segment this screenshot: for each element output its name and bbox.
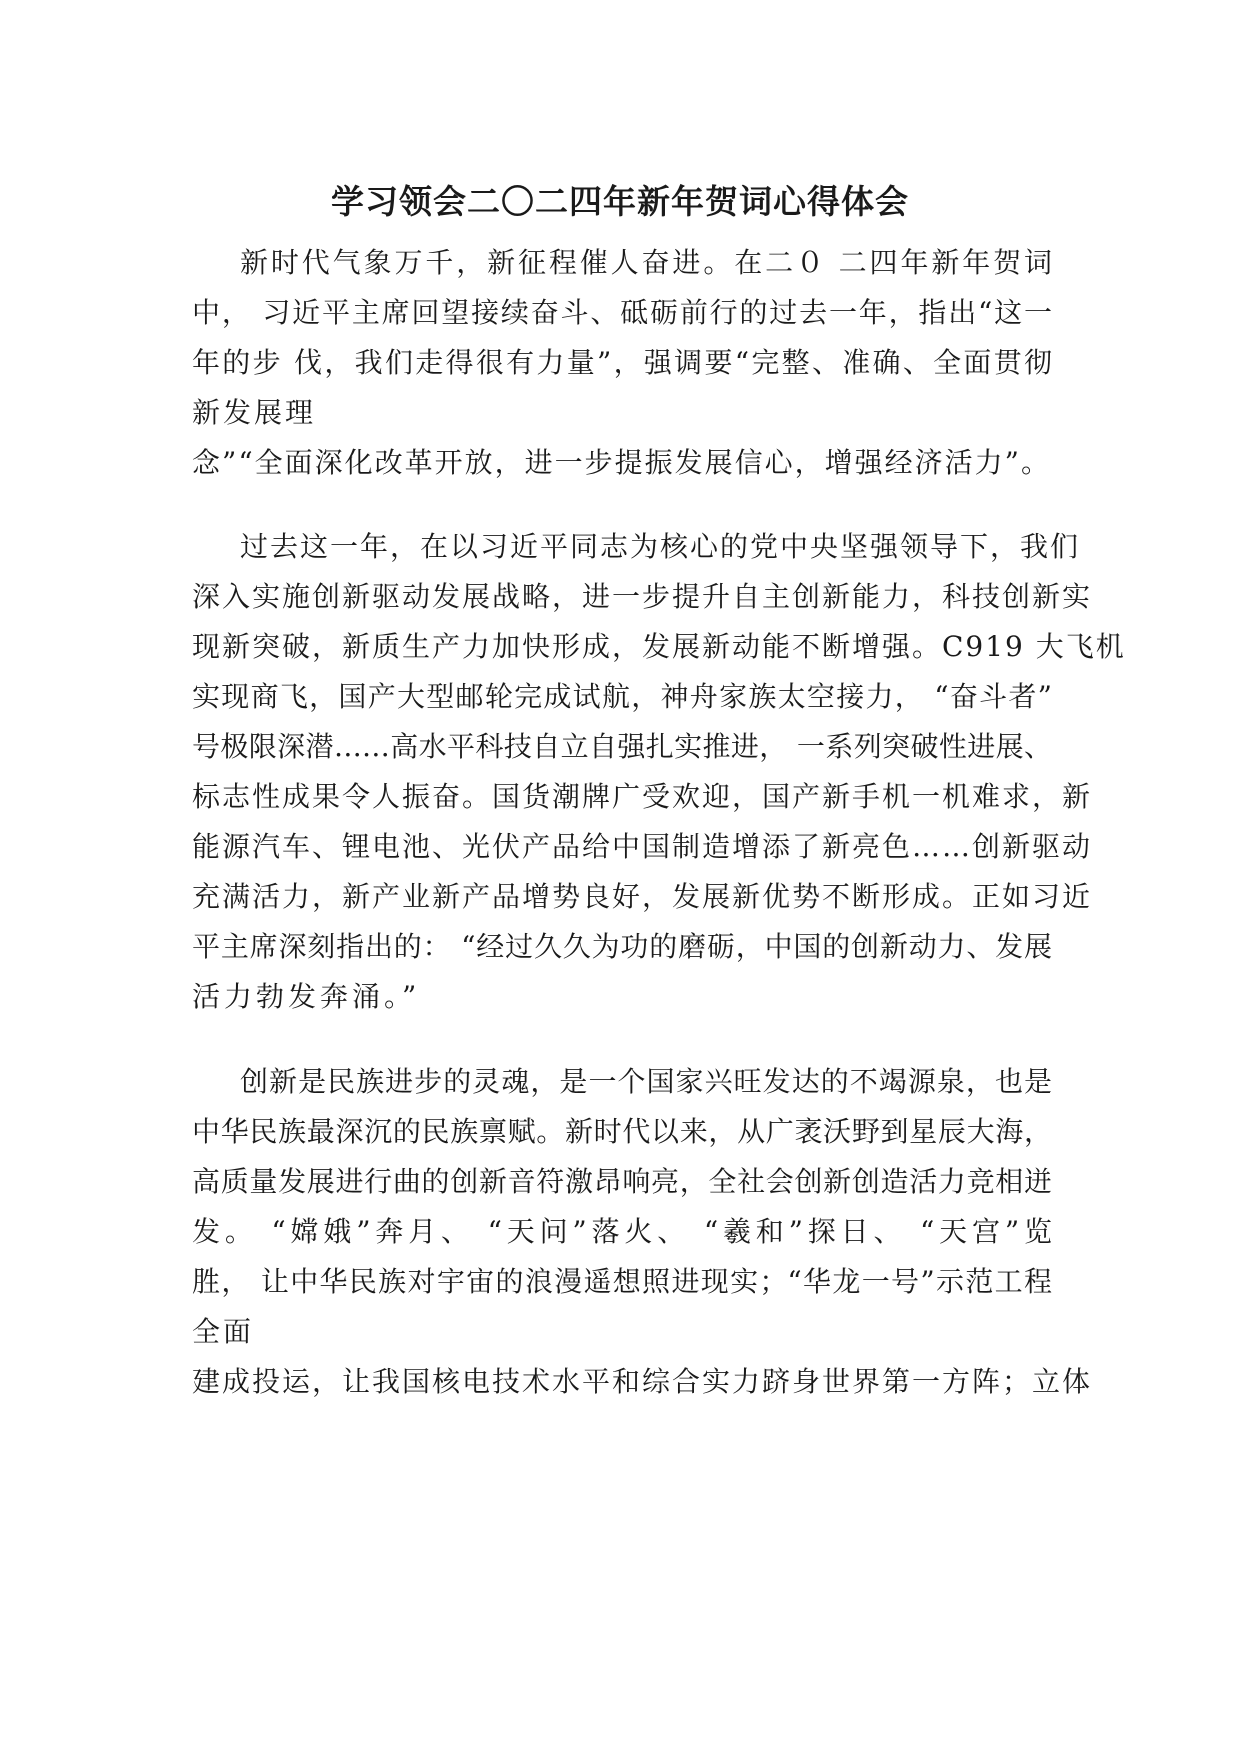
paragraph-3-line-1: 创新是民族进步的灵魂，是一个国家兴旺发达的不竭源泉，也是 xyxy=(240,1065,1052,1098)
paragraph-3-line-4: 发。 “嫦娥”奔月、 “天问”落火、 “羲和”探日、 “天宫”览 xyxy=(192,1215,1052,1248)
paragraph-2-line-7: 能源汽车、锂电池、光伏产品给中国制造增添了新亮色……创新驱动 xyxy=(192,830,1093,863)
paragraph-2-line-6: 标志性成果令人振奋。国货潮牌广受欢迎，国产新手机一机难求，新 xyxy=(192,780,1093,813)
paragraph-1-line-1: 新时代气象万千，新征程催人奋进。在二０ 二四年新年贺词 xyxy=(240,246,1052,279)
paragraph-2-line-8: 充满活力，新产业新产品增势良好，发展新优势不断形成。正如习近 xyxy=(192,880,1093,913)
paragraph-3-line-3: 高质量发展进行曲的创新音符激昂响亮，全社会创新创造活力竞相迸 xyxy=(192,1165,1052,1198)
paragraph-2-line-10: 活力勃发奔涌。” xyxy=(192,980,421,1013)
paragraph-2-line-9: 平主席深刻指出的： “经过久久为功的磨砺，中国的创新动力、发展 xyxy=(192,930,1052,963)
paragraph-1-line-5: 念”“全面深化改革开放，进一步提振发展信心，增强经济活力”。 xyxy=(192,446,1051,479)
paragraph-3-line-7: 建成投运，让我国核电技术水平和综合实力跻身世界第一方阵；立体 xyxy=(192,1365,1093,1398)
paragraph-2-line-5: 号极限深潜……高水平科技自立自强扎实推进， 一系列突破性进展、 xyxy=(192,730,1052,763)
paragraph-1-line-3: 年的步 伐，我们走得很有力量”，强调要“完整、准确、全面贯彻 xyxy=(192,346,1052,379)
paragraph-3-line-2: 中华民族最深沉的民族禀赋。新时代以来，从广袤沃野到星辰大海， xyxy=(192,1115,1052,1148)
paragraph-1-line-4: 新发展理 xyxy=(192,396,317,429)
paragraph-2-line-2: 深入实施创新驱动发展战略，进一步提升自主创新能力，科技创新实 xyxy=(192,580,1093,613)
paragraph-2-line-3: 现新突破，新质生产力加快形成，发展新动能不断增强。C919 大飞机 xyxy=(192,630,1126,663)
document-title: 学习领会二〇二四年新年贺词心得体会 xyxy=(331,182,909,221)
paragraph-2-line-1: 过去这一年，在以习近平同志为核心的党中央坚强领导下，我们 xyxy=(240,530,1081,563)
paragraph-2-line-4: 实现商飞，国产大型邮轮完成试航，神舟家族太空接力， “奋斗者” xyxy=(192,680,1052,713)
paragraph-3-line-5: 胜， 让中华民族对宇宙的浪漫遥想照进现实；“华龙一号”示范工程 xyxy=(192,1265,1052,1298)
paragraph-1-line-2: 中， 习近平主席回望接续奋斗、砥砺前行的过去一年，指出“这一 xyxy=(192,296,1052,329)
paragraph-3-line-6: 全面 xyxy=(192,1315,255,1348)
